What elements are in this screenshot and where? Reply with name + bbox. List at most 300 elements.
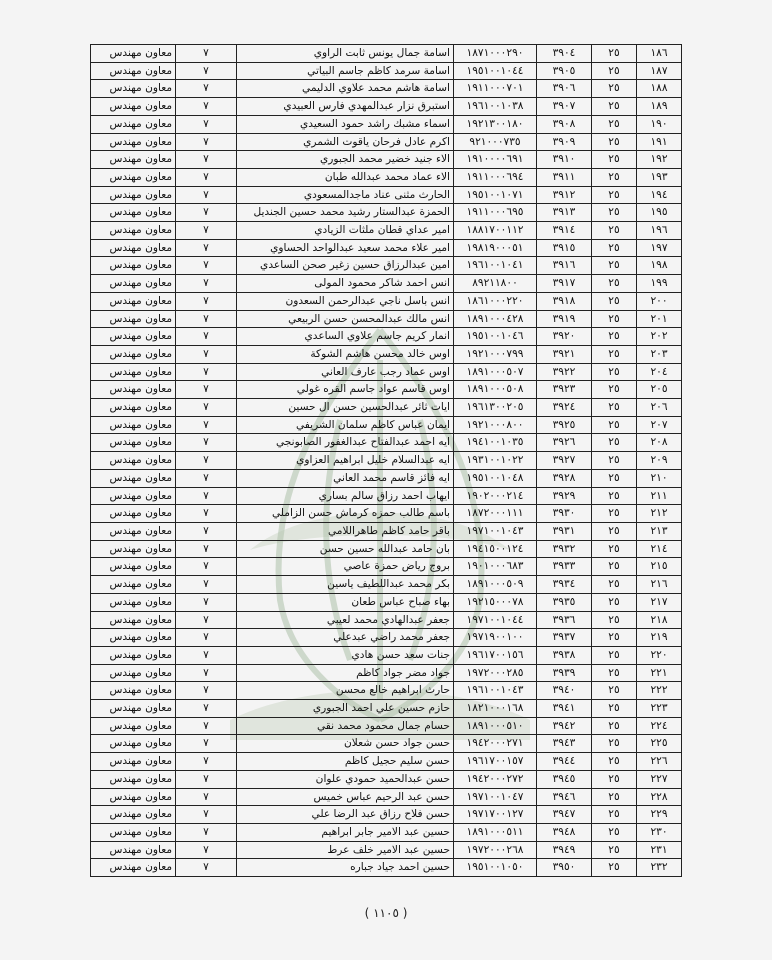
row-id-cell: ١٩٤١٥٠٠١٢٤ — [454, 540, 537, 558]
row-group-cell: ٢٥ — [592, 646, 637, 664]
row-grade-cell: ٧ — [176, 257, 237, 275]
row-grade-cell: ٧ — [176, 717, 237, 735]
row-group-cell: ٢٥ — [592, 434, 637, 452]
row-id-cell: ١٩٥١٠٠١٠٤٨ — [454, 469, 537, 487]
row-title-cell: معاون مهندس — [91, 133, 176, 151]
row-name-cell: حسن جواد حسن شعلان — [237, 735, 454, 753]
row-title-cell: معاون مهندس — [91, 788, 176, 806]
row-grade-cell: ٧ — [176, 328, 237, 346]
row-title-cell: معاون مهندس — [91, 522, 176, 540]
row-sequence-cell: ٢٠٣ — [637, 345, 682, 363]
row-number-cell: ٣٩٣٣ — [537, 558, 592, 576]
row-sequence-cell: ٢٢٥ — [637, 735, 682, 753]
row-grade-cell: ٧ — [176, 753, 237, 771]
row-group-cell: ٢٥ — [592, 115, 637, 133]
row-group-cell: ٢٥ — [592, 452, 637, 470]
table-row — [91, 328, 682, 346]
row-number-cell: ٣٩٤٨ — [537, 823, 592, 841]
row-number-cell: ٣٩١٢ — [537, 186, 592, 204]
row-group-cell: ٢٥ — [592, 80, 637, 98]
row-name-cell: حسين احمد جياد جباره — [237, 859, 454, 877]
row-name-cell: اوس عماد رجب عارف العاني — [237, 363, 454, 381]
row-title-cell: معاون مهندس — [91, 345, 176, 363]
row-sequence-cell: ٢٠٥ — [637, 381, 682, 399]
table-row — [91, 310, 682, 328]
row-number-cell: ٣٩٣٦ — [537, 611, 592, 629]
row-grade-cell: ٧ — [176, 505, 237, 523]
row-id-cell: ١٨٢١٠٠٠١٦٨ — [454, 700, 537, 718]
row-grade-cell: ٧ — [176, 133, 237, 151]
row-grade-cell: ٧ — [176, 664, 237, 682]
table-row — [91, 399, 682, 417]
row-group-cell: ٢٥ — [592, 416, 637, 434]
row-number-cell: ٣٩٠٦ — [537, 80, 592, 98]
row-id-cell: ١٩٢١٣٠٠١٨٠ — [454, 115, 537, 133]
row-id-cell: ٩٢١٠٠٠٧٣٥ — [454, 133, 537, 151]
row-group-cell: ٢٥ — [592, 629, 637, 647]
table-row — [91, 576, 682, 594]
row-grade-cell: ٧ — [176, 363, 237, 381]
table-row — [91, 151, 682, 169]
row-group-cell: ٢٥ — [592, 222, 637, 240]
table-row — [91, 753, 682, 771]
row-id-cell: ١٩٦١٠٠١٠٤١ — [454, 257, 537, 275]
row-group-cell: ٢٥ — [592, 753, 637, 771]
row-name-cell: بهاء صباح عباس طعان — [237, 593, 454, 611]
row-sequence-cell: ١٩٣ — [637, 168, 682, 186]
row-name-cell: ايه احمد عبدالفتاح عبدالغفور الصابونجي — [237, 434, 454, 452]
row-name-cell: ايه فائز قاسم محمد العاني — [237, 469, 454, 487]
table-row — [91, 611, 682, 629]
table-row — [91, 275, 682, 293]
table-row — [91, 788, 682, 806]
row-sequence-cell: ٢١٢ — [637, 505, 682, 523]
row-sequence-cell: ٢٢١ — [637, 664, 682, 682]
row-group-cell: ٢٥ — [592, 186, 637, 204]
personnel-table — [90, 44, 682, 877]
row-title-cell: معاون مهندس — [91, 292, 176, 310]
row-grade-cell: ٧ — [176, 115, 237, 133]
table-row — [91, 646, 682, 664]
table-row — [91, 629, 682, 647]
row-sequence-cell: ١٩٦ — [637, 222, 682, 240]
row-group-cell: ٢٥ — [592, 593, 637, 611]
row-group-cell: ٢٥ — [592, 788, 637, 806]
row-title-cell: معاون مهندس — [91, 664, 176, 682]
row-id-cell: ١٩٧١٧٠٠١٢٧ — [454, 806, 537, 824]
row-id-cell: ١٩٤٢٠٠٠٢٧١ — [454, 735, 537, 753]
table-row — [91, 186, 682, 204]
row-name-cell: انس باسل ناجي عبدالرحمن السعدون — [237, 292, 454, 310]
row-name-cell: امين عبدالرزاق حسين زغير صحن الساعدي — [237, 257, 454, 275]
row-group-cell: ٢٥ — [592, 611, 637, 629]
row-grade-cell: ٧ — [176, 841, 237, 859]
row-sequence-cell: ٢٣٠ — [637, 823, 682, 841]
row-grade-cell: ٧ — [176, 611, 237, 629]
row-sequence-cell: ٢٣١ — [637, 841, 682, 859]
page-number: ( ١١٠٥ ) — [364, 906, 408, 920]
row-name-cell: باسم طالب حمزه كرماش حسن الزاملي — [237, 505, 454, 523]
row-sequence-cell: ١٨٨ — [637, 80, 682, 98]
row-number-cell: ٣٩٢٨ — [537, 469, 592, 487]
row-number-cell: ٣٩٤٤ — [537, 753, 592, 771]
row-sequence-cell: ٢٢٠ — [637, 646, 682, 664]
table-row — [91, 345, 682, 363]
row-id-cell: ١٩٧١٠٠١٠٤٤ — [454, 611, 537, 629]
row-group-cell: ٢٥ — [592, 363, 637, 381]
table-row — [91, 222, 682, 240]
row-name-cell: حسن سليم حجيل كاظم — [237, 753, 454, 771]
row-name-cell: جواد مضر جواد كاظم — [237, 664, 454, 682]
row-group-cell: ٢٥ — [592, 806, 637, 824]
row-group-cell: ٢٥ — [592, 522, 637, 540]
row-sequence-cell: ١٩٥ — [637, 204, 682, 222]
table-row — [91, 540, 682, 558]
row-sequence-cell: ٢٠٦ — [637, 399, 682, 417]
row-title-cell: معاون مهندس — [91, 469, 176, 487]
row-sequence-cell: ٢١٨ — [637, 611, 682, 629]
row-sequence-cell: ٢٠٤ — [637, 363, 682, 381]
table-row — [91, 469, 682, 487]
row-number-cell: ٣٩٤٠ — [537, 682, 592, 700]
row-grade-cell: ٧ — [176, 593, 237, 611]
row-group-cell: ٢٥ — [592, 540, 637, 558]
row-name-cell: حسين عبد الامير خلف عرط — [237, 841, 454, 859]
row-name-cell: الحمزة عبدالستار رشيد محمد حسين الجنديل — [237, 204, 454, 222]
row-group-cell: ٢٥ — [592, 505, 637, 523]
row-title-cell: معاون مهندس — [91, 540, 176, 558]
row-group-cell: ٢٥ — [592, 168, 637, 186]
row-id-cell: ١٩٦١٧٠٠١٥٧ — [454, 753, 537, 771]
row-grade-cell: ٧ — [176, 345, 237, 363]
row-name-cell: حازم حسين علي احمد الجبوري — [237, 700, 454, 718]
row-title-cell: معاون مهندس — [91, 399, 176, 417]
row-group-cell: ٢٥ — [592, 151, 637, 169]
row-name-cell: جعفر محمد راضي عبدعلي — [237, 629, 454, 647]
row-name-cell: الاء جنيد خضير محمد الجبوري — [237, 151, 454, 169]
table-row — [91, 522, 682, 540]
table-row — [91, 204, 682, 222]
row-sequence-cell: ١٩٠ — [637, 115, 682, 133]
row-title-cell: معاون مهندس — [91, 611, 176, 629]
row-number-cell: ٣٩٤٣ — [537, 735, 592, 753]
row-title-cell: معاون مهندس — [91, 753, 176, 771]
row-sequence-cell: ٢٠٠ — [637, 292, 682, 310]
row-name-cell: اوس قاسم عواد جاسم القره غولي — [237, 381, 454, 399]
row-grade-cell: ٧ — [176, 186, 237, 204]
row-id-cell: ١٩٣١٠٠١٠٢٢ — [454, 452, 537, 470]
row-title-cell: معاون مهندس — [91, 239, 176, 257]
row-number-cell: ٣٩٢٥ — [537, 416, 592, 434]
row-name-cell: بروج رياض حمزة عاصي — [237, 558, 454, 576]
row-id-cell: ١٨٩١٠٠٠٥٠٨ — [454, 381, 537, 399]
table-row — [91, 257, 682, 275]
row-id-cell: ١٩١١٠٠٠٦٩٥ — [454, 204, 537, 222]
row-group-cell: ٢٥ — [592, 310, 637, 328]
row-id-cell: ١٩٧١٠٠١٠٤٧ — [454, 788, 537, 806]
row-number-cell: ٣٩١٦ — [537, 257, 592, 275]
row-number-cell: ٣٩٣٧ — [537, 629, 592, 647]
row-grade-cell: ٧ — [176, 416, 237, 434]
row-title-cell: معاون مهندس — [91, 770, 176, 788]
row-id-cell: ٨٩٢١١٨٠٠ — [454, 275, 537, 293]
row-name-cell: حسن فلاح رزاق عبد الرضا علي — [237, 806, 454, 824]
row-group-cell: ٢٥ — [592, 381, 637, 399]
row-number-cell: ٣٩١٠ — [537, 151, 592, 169]
row-number-cell: ٣٩٤٧ — [537, 806, 592, 824]
row-grade-cell: ٧ — [176, 239, 237, 257]
table-row — [91, 806, 682, 824]
row-title-cell: معاون مهندس — [91, 806, 176, 824]
row-number-cell: ٣٩١٨ — [537, 292, 592, 310]
row-grade-cell: ٧ — [176, 222, 237, 240]
row-title-cell: معاون مهندس — [91, 629, 176, 647]
row-sequence-cell: ٢٠٩ — [637, 452, 682, 470]
row-sequence-cell: ٢٠٧ — [637, 416, 682, 434]
row-name-cell: ايه عبدالسلام خليل ابراهيم العزاوي — [237, 452, 454, 470]
row-title-cell: معاون مهندس — [91, 62, 176, 80]
row-title-cell: معاون مهندس — [91, 859, 176, 877]
row-group-cell: ٢٥ — [592, 239, 637, 257]
row-sequence-cell: ٢٢٤ — [637, 717, 682, 735]
row-id-cell: ١٩٠٢٠٠٠٢١٤ — [454, 487, 537, 505]
row-sequence-cell: ١٩٤ — [637, 186, 682, 204]
row-title-cell: معاون مهندس — [91, 257, 176, 275]
row-name-cell: بكر محمد عبداللطيف ياسين — [237, 576, 454, 594]
row-group-cell: ٢٥ — [592, 770, 637, 788]
row-group-cell: ٢٥ — [592, 841, 637, 859]
row-id-cell: ١٩٤١٠٠١٠٣٥ — [454, 434, 537, 452]
row-grade-cell: ٧ — [176, 168, 237, 186]
row-grade-cell: ٧ — [176, 381, 237, 399]
row-grade-cell: ٧ — [176, 646, 237, 664]
table-row — [91, 558, 682, 576]
table-row — [91, 168, 682, 186]
row-name-cell: بان حامد عبدالله حسين حسن — [237, 540, 454, 558]
row-group-cell: ٢٥ — [592, 664, 637, 682]
row-sequence-cell: ٢٠٢ — [637, 328, 682, 346]
row-id-cell: ١٩٧٢٠٠٠٢٨٥ — [454, 664, 537, 682]
row-number-cell: ٣٩٤٥ — [537, 770, 592, 788]
row-number-cell: ٣٩٢٩ — [537, 487, 592, 505]
row-name-cell: حسن عبد الرحيم عباس خميس — [237, 788, 454, 806]
table-row — [91, 770, 682, 788]
row-id-cell: ١٩٦١٠٠١٠٣٨ — [454, 98, 537, 116]
row-title-cell: معاون مهندس — [91, 328, 176, 346]
table-row — [91, 841, 682, 859]
row-title-cell: معاون مهندس — [91, 310, 176, 328]
row-id-cell: ١٨٩١٠٠٠٤٢٨ — [454, 310, 537, 328]
row-id-cell: ١٨٦١٠٠٠٢٢٠ — [454, 292, 537, 310]
row-title-cell: معاون مهندس — [91, 275, 176, 293]
row-name-cell: حسام جمال محمود محمد نقي — [237, 717, 454, 735]
row-number-cell: ٣٩٠٤ — [537, 45, 592, 63]
row-sequence-cell: ١٨٧ — [637, 62, 682, 80]
row-group-cell: ٢٥ — [592, 469, 637, 487]
table-row — [91, 487, 682, 505]
row-grade-cell: ٧ — [176, 80, 237, 98]
row-sequence-cell: ٢٢٢ — [637, 682, 682, 700]
row-name-cell: الحارث مثنى عناد ماجدالمسعودي — [237, 186, 454, 204]
row-title-cell: معاون مهندس — [91, 452, 176, 470]
table-row — [91, 80, 682, 98]
row-id-cell: ١٩٠١٠٠٠٦٨٣ — [454, 558, 537, 576]
row-sequence-cell: ٢١٩ — [637, 629, 682, 647]
table-row — [91, 133, 682, 151]
row-grade-cell: ٧ — [176, 98, 237, 116]
row-title-cell: معاون مهندس — [91, 558, 176, 576]
row-group-cell: ٢٥ — [592, 700, 637, 718]
row-name-cell: جنات سعد حسن هادي — [237, 646, 454, 664]
row-number-cell: ٣٩١٧ — [537, 275, 592, 293]
table-row — [91, 62, 682, 80]
row-grade-cell: ٧ — [176, 487, 237, 505]
row-number-cell: ٣٩٣١ — [537, 522, 592, 540]
row-grade-cell: ٧ — [176, 62, 237, 80]
table-row — [91, 859, 682, 877]
row-name-cell: انمار كريم جاسم علاوي الساعدي — [237, 328, 454, 346]
table-row — [91, 593, 682, 611]
row-number-cell: ٣٩٢٠ — [537, 328, 592, 346]
row-grade-cell: ٧ — [176, 292, 237, 310]
table-row — [91, 664, 682, 682]
row-id-cell: ١٨٨١٧٠٠١١٢ — [454, 222, 537, 240]
row-title-cell: معاون مهندس — [91, 381, 176, 399]
row-sequence-cell: ١٩٨ — [637, 257, 682, 275]
row-number-cell: ٣٩٣٨ — [537, 646, 592, 664]
row-sequence-cell: ٢٠٨ — [637, 434, 682, 452]
row-title-cell: معاون مهندس — [91, 434, 176, 452]
row-id-cell: ١٩١٠٠٠٠٦٩١ — [454, 151, 537, 169]
row-number-cell: ٣٩٣٤ — [537, 576, 592, 594]
row-id-cell: ١٩٧١٠٠١٠٤٣ — [454, 522, 537, 540]
row-number-cell: ٣٩١٥ — [537, 239, 592, 257]
row-number-cell: ٣٩٥٠ — [537, 859, 592, 877]
row-id-cell: ١٩٧١٩٠٠١٠٠ — [454, 629, 537, 647]
row-id-cell: ١٨٩١٠٠٠٥١١ — [454, 823, 537, 841]
table-row — [91, 682, 682, 700]
row-grade-cell: ٧ — [176, 859, 237, 877]
row-grade-cell: ٧ — [176, 788, 237, 806]
row-number-cell: ٣٩٢١ — [537, 345, 592, 363]
row-id-cell: ١٨٧٢٠٠٠١١١ — [454, 505, 537, 523]
row-grade-cell: ٧ — [176, 310, 237, 328]
row-name-cell: حسن عبدالحميد حمودي علوان — [237, 770, 454, 788]
table-row — [91, 452, 682, 470]
row-title-cell: معاون مهندس — [91, 682, 176, 700]
row-number-cell: ٣٩٤٢ — [537, 717, 592, 735]
row-sequence-cell: ١٩٩ — [637, 275, 682, 293]
row-title-cell: معاون مهندس — [91, 735, 176, 753]
row-id-cell: ١٨٧١٠٠٠٢٩٠ — [454, 45, 537, 63]
row-id-cell: ١٩١١٠٠٠٦٩٤ — [454, 168, 537, 186]
row-title-cell: معاون مهندس — [91, 222, 176, 240]
row-number-cell: ٣٩٠٥ — [537, 62, 592, 80]
row-id-cell: ١٩٧٢٠٠٠٢٦٨ — [454, 841, 537, 859]
row-grade-cell: ٧ — [176, 806, 237, 824]
row-id-cell: ١٩١١٠٠٠٧٠١ — [454, 80, 537, 98]
row-sequence-cell: ٢١٦ — [637, 576, 682, 594]
row-id-cell: ١٩٢١٥٠٠٠٧٨ — [454, 593, 537, 611]
row-grade-cell: ٧ — [176, 558, 237, 576]
row-grade-cell: ٧ — [176, 770, 237, 788]
row-name-cell: اوس خالد محسن هاشم الشوكة — [237, 345, 454, 363]
row-sequence-cell: ٢٣٢ — [637, 859, 682, 877]
row-grade-cell: ٧ — [176, 434, 237, 452]
row-name-cell: اسامة جمال يونس ثابت الراوي — [237, 45, 454, 63]
row-number-cell: ٣٩٣٥ — [537, 593, 592, 611]
row-group-cell: ٢٥ — [592, 682, 637, 700]
row-id-cell: ١٩٥١٠٠١٠٤٤ — [454, 62, 537, 80]
row-sequence-cell: ١٨٩ — [637, 98, 682, 116]
row-id-cell: ١٩٥١٠٠١٠٤٦ — [454, 328, 537, 346]
row-group-cell: ٢٥ — [592, 275, 637, 293]
row-number-cell: ٣٩٤١ — [537, 700, 592, 718]
row-title-cell: معاون مهندس — [91, 576, 176, 594]
row-sequence-cell: ٢٠١ — [637, 310, 682, 328]
row-id-cell: ١٩٦١٧٠٠١٥٦ — [454, 646, 537, 664]
row-grade-cell: ٧ — [176, 823, 237, 841]
row-name-cell: جعفر عبدالهادي محمد لعيبي — [237, 611, 454, 629]
row-grade-cell: ٧ — [176, 204, 237, 222]
row-group-cell: ٢٥ — [592, 859, 637, 877]
row-id-cell: ١٩٥١٠٠١٠٥٠ — [454, 859, 537, 877]
row-title-cell: معاون مهندس — [91, 717, 176, 735]
row-number-cell: ٣٩٣٩ — [537, 664, 592, 682]
row-grade-cell: ٧ — [176, 629, 237, 647]
row-name-cell: الاء عماد محمد عبدالله طبان — [237, 168, 454, 186]
row-sequence-cell: ١٩١ — [637, 133, 682, 151]
row-title-cell: معاون مهندس — [91, 363, 176, 381]
row-number-cell: ٣٩٤٩ — [537, 841, 592, 859]
row-title-cell: معاون مهندس — [91, 98, 176, 116]
row-name-cell: ايمان عباس كاظم سلمان الشريفي — [237, 416, 454, 434]
row-group-cell: ٢٥ — [592, 717, 637, 735]
table-row — [91, 700, 682, 718]
row-group-cell: ٢٥ — [592, 98, 637, 116]
row-group-cell: ٢٥ — [592, 257, 637, 275]
row-name-cell: ايات ثائر عبدالحسين حسن ال حسين — [237, 399, 454, 417]
row-id-cell: ١٩٤٢٠٠٠٢٧٢ — [454, 770, 537, 788]
row-number-cell: ٣٩٣٢ — [537, 540, 592, 558]
row-name-cell: ايهاب احمد رزاق سالم بساري — [237, 487, 454, 505]
row-id-cell: ١٩٢١٠٠٠٨٠٠ — [454, 416, 537, 434]
row-title-cell: معاون مهندس — [91, 186, 176, 204]
row-grade-cell: ٧ — [176, 469, 237, 487]
row-name-cell: حارث ابراهيم خالع محسن — [237, 682, 454, 700]
row-sequence-cell: ٢١٤ — [637, 540, 682, 558]
row-id-cell: ١٨٩١٠٠٠٥٠٧ — [454, 363, 537, 381]
row-number-cell: ٣٩٠٨ — [537, 115, 592, 133]
row-sequence-cell: ١٩٢ — [637, 151, 682, 169]
row-title-cell: معاون مهندس — [91, 115, 176, 133]
personnel-table-body — [91, 45, 682, 877]
table-row — [91, 381, 682, 399]
row-group-cell: ٢٥ — [592, 576, 637, 594]
row-sequence-cell: ٢٢٧ — [637, 770, 682, 788]
row-sequence-cell: ٢٢٩ — [637, 806, 682, 824]
row-grade-cell: ٧ — [176, 576, 237, 594]
row-title-cell: معاون مهندس — [91, 487, 176, 505]
row-title-cell: معاون مهندس — [91, 168, 176, 186]
row-id-cell: ١٩٥١٠٠١٠٧١ — [454, 186, 537, 204]
row-name-cell: امير عداي قطان ملثات الزيادي — [237, 222, 454, 240]
row-group-cell: ٢٥ — [592, 45, 637, 63]
row-number-cell: ٣٩٢٢ — [537, 363, 592, 381]
row-title-cell: معاون مهندس — [91, 204, 176, 222]
row-id-cell: ١٩٦١٣٠٠٢٠٥ — [454, 399, 537, 417]
row-id-cell: ١٩٦١٠٠١٠٤٣ — [454, 682, 537, 700]
